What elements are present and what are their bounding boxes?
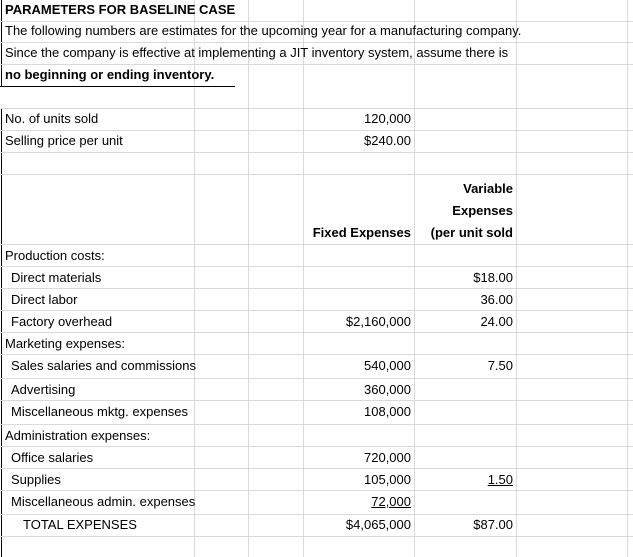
variable-header-line-1: Variable <box>463 181 513 196</box>
row-label-production-costs: Production costs: <box>5 248 105 263</box>
row-label-advertising: Advertising <box>11 382 76 397</box>
fixed-sales-salaries: 540,000 <box>364 358 411 373</box>
grid-line <box>516 0 517 557</box>
fixed-factory-overhead: $2,160,000 <box>345 314 411 329</box>
row-label-administration-expenses: Administration expenses: <box>5 428 151 443</box>
fixed-misc-marketing: 108,000 <box>364 404 411 419</box>
grid-line <box>0 152 633 153</box>
fixed-total-expenses: $4,065,000 <box>345 517 411 532</box>
fixed-misc-admin: 72,000 <box>371 494 411 509</box>
grid-line <box>0 174 633 175</box>
sheet-title: PARAMETERS FOR BASELINE CASE <box>5 2 236 17</box>
row-label-direct-materials: Direct materials <box>11 270 102 285</box>
row-label-office-salaries: Office salaries <box>11 450 94 465</box>
fixed-advertising: 360,000 <box>364 382 411 397</box>
row-label-total-expenses: TOTAL EXPENSES <box>23 517 137 532</box>
variable-sales-salaries: 7.50 <box>487 358 513 373</box>
border-line <box>0 86 235 87</box>
fixed-office-salaries: 720,000 <box>364 450 411 465</box>
variable-supplies: 1.50 <box>487 472 513 487</box>
row-label-marketing-expenses: Marketing expenses: <box>5 336 125 351</box>
units-sold-value: 120,000 <box>364 111 411 126</box>
variable-header-line-3: (per unit sold <box>430 225 513 240</box>
variable-header-line-2: Expenses <box>452 203 513 218</box>
row-label-factory-overhead: Factory overhead <box>11 314 113 329</box>
grid-line <box>0 536 633 537</box>
selling-price-label: Selling price per unit <box>5 133 123 148</box>
description-line-1: The following numbers are estimates for the upcoming year for a manufacturing company. <box>5 23 522 38</box>
description-line-2: Since the company is effective at implementing a JIT inventory system, assume there is <box>5 45 509 60</box>
row-label-misc-admin: Miscellaneous admin. expenses <box>11 494 196 509</box>
selling-price-value: $240.00 <box>364 133 411 148</box>
variable-direct-materials: $18.00 <box>473 270 513 285</box>
variable-total-expenses: $87.00 <box>473 517 513 532</box>
units-sold-label: No. of units sold <box>5 111 99 126</box>
variable-factory-overhead: 24.00 <box>480 314 513 329</box>
description-line-3: no beginning or ending inventory. <box>5 67 215 82</box>
row-label-supplies: Supplies <box>11 472 61 487</box>
grid-line <box>627 0 628 557</box>
row-label-misc-marketing: Miscellaneous mktg. expenses <box>11 404 189 419</box>
variable-direct-labor: 36.00 <box>480 292 513 307</box>
row-label-direct-labor: Direct labor <box>11 292 78 307</box>
row-label-sales-salaries: Sales salaries and commissions <box>11 358 196 373</box>
grid-line <box>248 0 249 557</box>
fixed-supplies: 105,000 <box>364 472 411 487</box>
fixed-expenses-header: Fixed Expenses <box>312 225 411 240</box>
border-line <box>1 0 2 87</box>
